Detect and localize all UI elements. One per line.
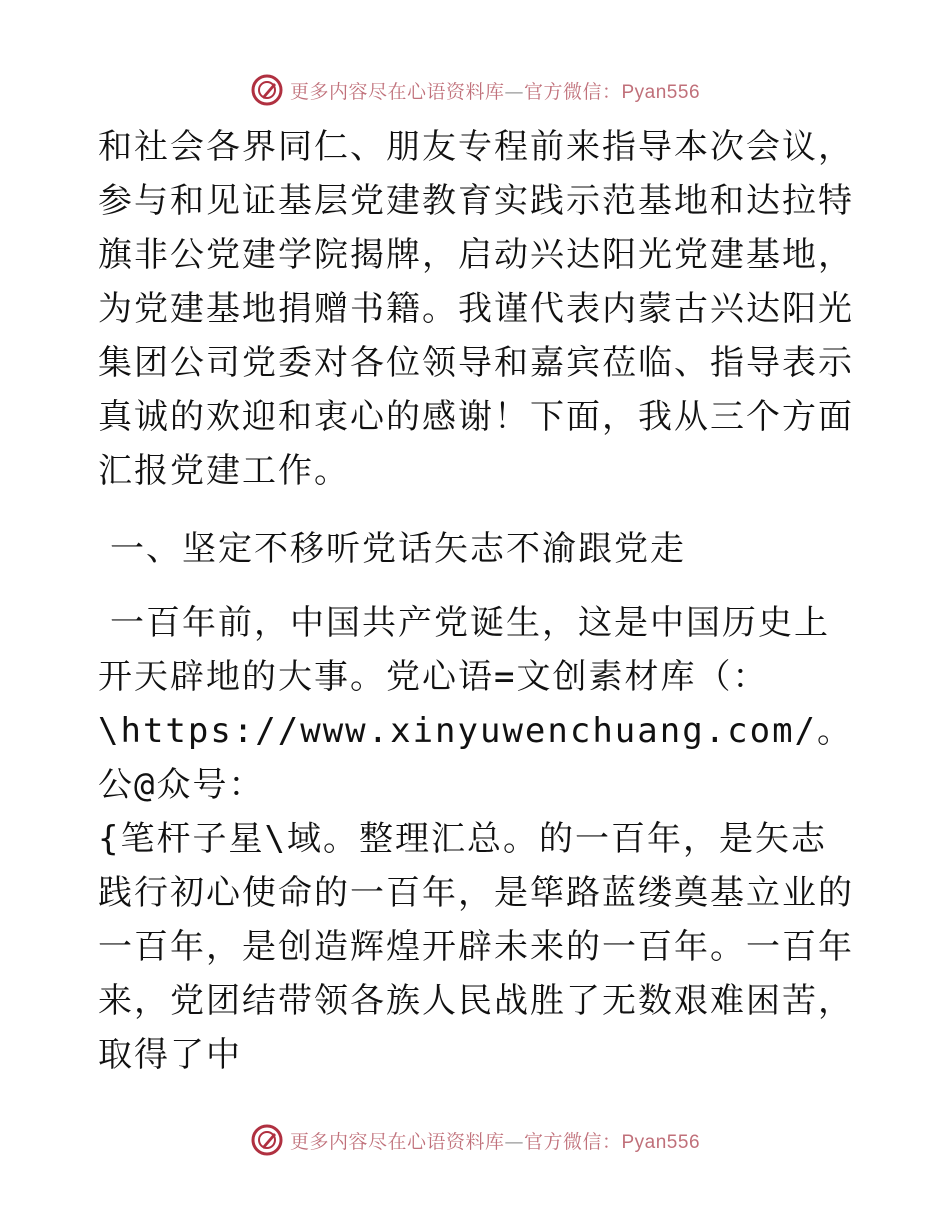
- paragraph-centenary-a: 一百年前，中国共产党诞生，这是中国历史上开天辟地的大事。党心语=文创素材库（：: [98, 603, 830, 697]
- document-body: [98, 120, 858, 1082]
- paragraph-centenary-b: \https://www.xinyuwenchuang.com/。公@众号：: [98, 711, 854, 805]
- watermark-text: 更多内容尽在心语资料库—官方微信：Pyan556: [289, 1130, 701, 1153]
- pen-logo-icon: [250, 73, 284, 107]
- paragraph-intro: 和社会各界同仁、朋友专程前来指导本次会议，参与和见证基层党建教育实践示范基地和达拉特旗非公党建学院揭牌，启动兴达阳光党建基地，为党建基地捐赠书籍。我谨代表内蒙古兴达阳光集团公司党委对各位领导和嘉宾莅临、指导表示真诚的欢迎和衷心的感谢！下面，我从三个方面汇报党建工作。: [98, 127, 854, 491]
- header-watermark: [0, 70, 950, 110]
- footer-watermark: [0, 1120, 950, 1160]
- watermark-text: 更多内容尽在心语资料库—官方微信：Pyan556: [289, 80, 701, 103]
- pen-logo-icon: [250, 1123, 284, 1157]
- section-heading: 一、坚定不移听党话矢志不渝跟党走: [110, 529, 686, 569]
- paragraph-centenary-c: {笔杆子星\域。整理汇总。的一百年，是矢志践行初心使命的一百年，是筚路蓝缕奠基立业的一百年，是创造辉煌开辟未来的一百年。一百年来，党团结带领各族人民战胜了无数艰难困苦，取得了中: [98, 819, 854, 1075]
